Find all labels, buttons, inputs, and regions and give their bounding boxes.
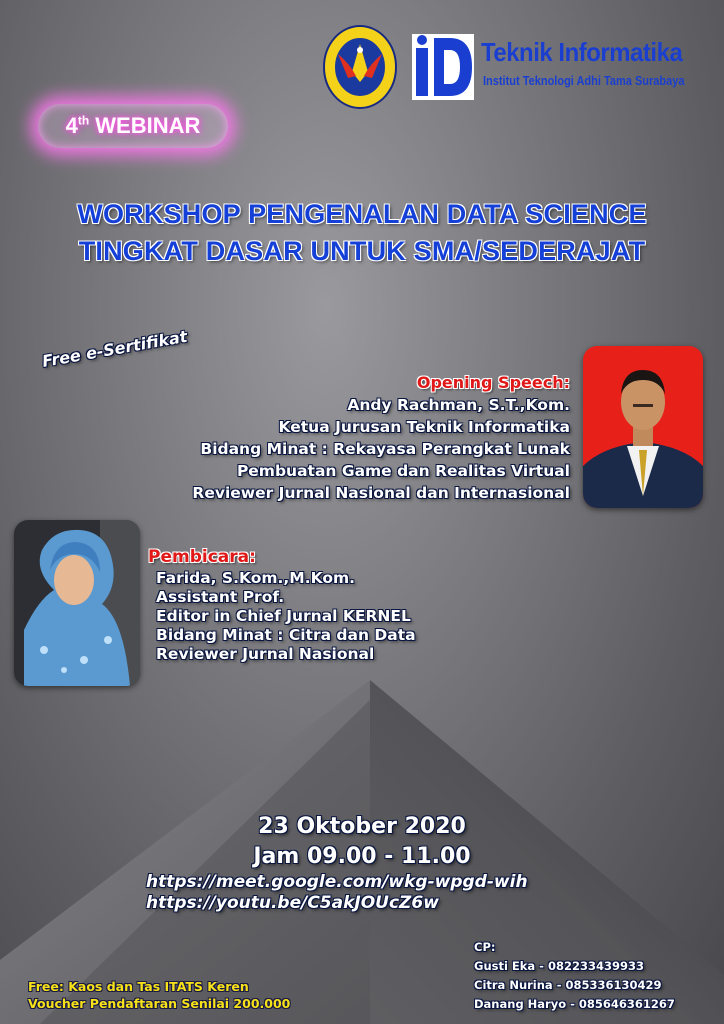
event-datetime	[0, 812, 724, 872]
opening-line: Andy Rachman, S.T.,Kom.	[347, 396, 570, 414]
speaker-line: Bidang Minat : Citra dan Data	[156, 626, 416, 644]
webinar-number: 4	[65, 113, 78, 138]
webinar-badge-text	[66, 113, 201, 139]
workshop-title	[0, 196, 724, 270]
title-line-2: TINGKAT DASAR UNTUK SMA/SEDERAJAT	[78, 236, 646, 266]
contact-person: Gusti Eka - 082233439933	[474, 959, 644, 973]
contact-person: Danang Haryo - 085646361267	[474, 997, 675, 1011]
speaker-line: Editor in Chief Jurnal KERNEL	[156, 607, 411, 625]
opening-speech-block	[192, 372, 570, 504]
speaker-photo	[14, 520, 140, 686]
contact-persons	[474, 938, 675, 1014]
google-meet-link[interactable]: https://meet.google.com/wkg-wpgd-wih	[146, 872, 528, 892]
free-merch-line-1: Free: Kaos dan Tas ITATS Keren	[28, 979, 249, 994]
opening-speaker-photo	[583, 346, 703, 508]
title-line-1: WORKSHOP PENGENALAN DATA SCIENCE	[77, 199, 647, 229]
free-merch	[28, 978, 290, 1012]
opening-line: Ketua Jurusan Teknik Informatika	[278, 418, 570, 436]
speaker-line: Reviewer Jurnal Nasional	[156, 645, 375, 663]
webinar-badge	[38, 104, 228, 148]
opening-line: Pembuatan Game dan Realitas Virtual	[236, 462, 570, 480]
itats-logo	[322, 24, 398, 110]
webinar-ordinal: th	[77, 113, 90, 128]
event-links	[146, 872, 528, 914]
dept-subtitle: Institut Teknologi Adhi Tama Surabaya	[483, 74, 685, 88]
event-date: 23 Oktober 2020	[258, 814, 466, 839]
opening-heading: Opening Speech:	[416, 373, 570, 392]
speaker-line: Farida, S.Kom.,M.Kom.	[156, 569, 356, 587]
free-merch-line-2: Voucher Pendaftaran Senilai 200.000	[28, 996, 291, 1011]
speaker-heading: Pembicara:	[148, 547, 256, 567]
youtube-link[interactable]: https://youtu.be/C5akJOUcZ6w	[146, 893, 439, 913]
webinar-label: WEBINAR	[95, 113, 201, 138]
speaker-block	[148, 547, 416, 664]
dept-name: Teknik Informatika	[481, 37, 683, 67]
event-time: Jam 09.00 - 11.00	[253, 844, 471, 869]
contact-person: Citra Nurina - 085336130429	[474, 978, 662, 992]
opening-line: Reviewer Jurnal Nasional dan Internasional	[192, 484, 570, 502]
speaker-line: Assistant Prof.	[156, 588, 285, 606]
contact-heading: CP:	[474, 940, 496, 954]
opening-line: Bidang Minat : Rekayasa Perangkat Lunak	[200, 440, 570, 458]
free-certificate-label: Free e-Sertifikat	[40, 326, 189, 371]
teknik-informatika-logo-icon	[412, 34, 474, 100]
